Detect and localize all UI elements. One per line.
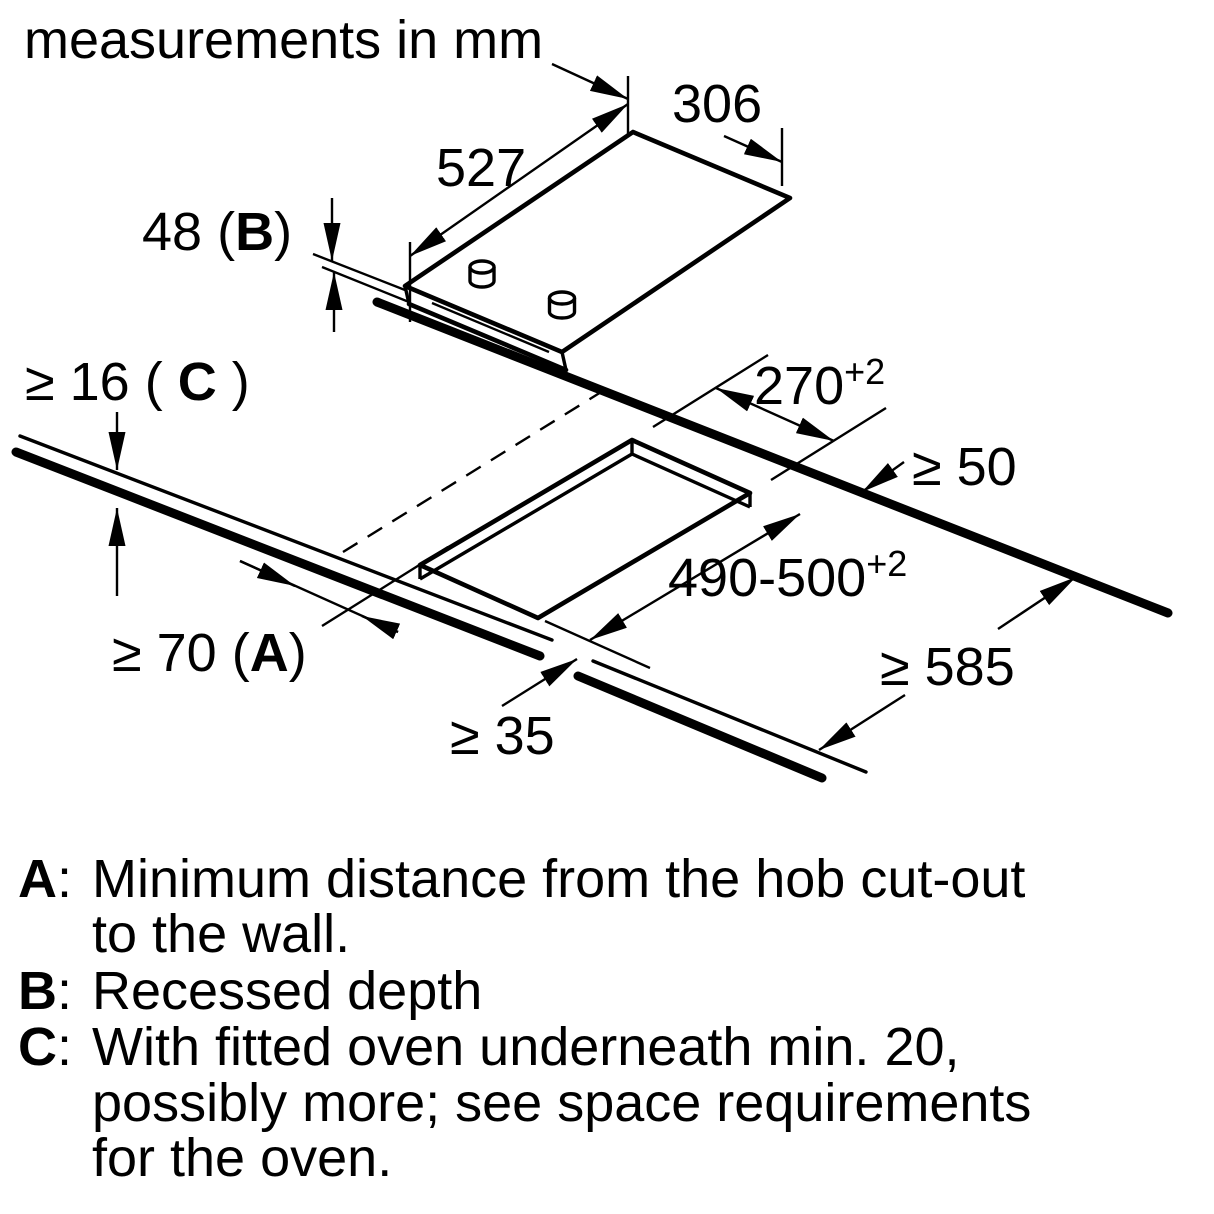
dim-527-label: 527 <box>436 138 527 198</box>
dim-70A-label: ≥ 70 (A) <box>112 623 307 683</box>
dim-585-label: ≥ 585 <box>880 637 1015 697</box>
dim-270-label: $270^{+2}$ <box>754 351 886 416</box>
dim-306-arrow-left <box>552 64 628 99</box>
dim-50-arrow <box>862 462 904 492</box>
dim-306-arrow-right <box>724 136 782 162</box>
front-edge-face-right <box>578 676 822 778</box>
legend-line-b1: B: Recessed depth <box>18 961 483 1021</box>
dim-70-arrow-left <box>240 561 295 586</box>
dim-35-arrow <box>502 659 577 706</box>
dim-16C-label: ≥ 16 ( C ) <box>25 352 250 412</box>
dim-70-arrow-right <box>362 616 398 632</box>
diagram-title: measurements in mm <box>24 10 544 70</box>
legend-line-a2: to the wall. <box>92 904 351 964</box>
dim-585-arrow-up <box>998 577 1076 629</box>
dim-48B-label: 48 (B) <box>142 202 293 262</box>
legend <box>18 849 1031 1188</box>
dim-306-label: 306 <box>672 74 763 134</box>
legend-line-c1: C: With fitted oven underneath min. 20, <box>18 1017 960 1077</box>
legend-line-c2: possibly more; see space requirements <box>92 1073 1032 1133</box>
front-edge-top-right <box>593 661 866 772</box>
dim-50-label: ≥ 50 <box>912 437 1017 497</box>
dim-490-label: $490-500^{+2}$ <box>668 543 908 608</box>
legend-line-a1: A: Minimum distance from the hob cut-out <box>18 849 1026 909</box>
dim-35-label: ≥ 35 <box>450 706 555 766</box>
dim-585-arrow-down <box>819 695 905 750</box>
legend-line-c3: for the oven. <box>92 1128 393 1188</box>
